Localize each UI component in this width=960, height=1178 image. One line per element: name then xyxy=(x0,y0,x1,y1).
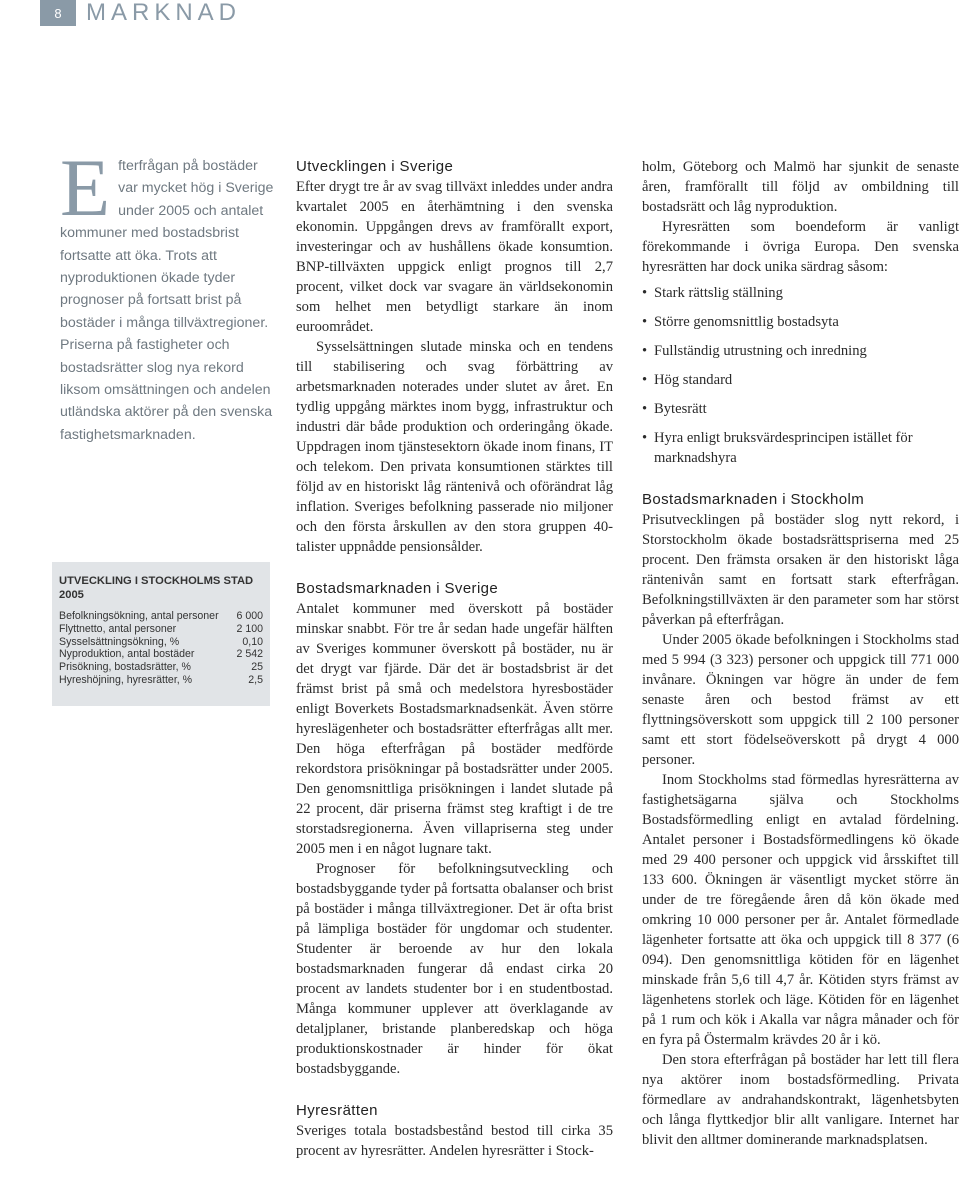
intro-text xyxy=(60,142,278,446)
paragraph: Under 2005 ökade befolkningen i Stockholms stad med 5 994 (3 323) personer och uppgick till 771 000 invånare. Ökningen var högre än under de fem senaste åren och bestod främst av ett flyttningsöverskott som uppgick till 2 100 personer samt ett stort födelseöverskott på drygt 4 000 personer. xyxy=(642,632,959,768)
list-item: • Hyra enligt bruksvärdesprincipen istället för marknadshyra xyxy=(642,428,959,468)
paragraph: holm, Göteborg och Malmö har sjunkit de senaste åren, framförallt till följd av ombildning till bostadsrätt och låg nyproduktion. xyxy=(642,159,959,215)
stat-row xyxy=(59,674,263,687)
stat-label: Flyttnetto, antal personer xyxy=(59,622,177,635)
list-item: • Stark rättslig ställning xyxy=(642,283,959,303)
stat-value: 25 xyxy=(251,661,263,674)
stats-box xyxy=(52,562,270,706)
list-item: • Större genomsnittlig bostadsyta xyxy=(642,312,959,332)
stat-value: 2 100 xyxy=(236,622,263,635)
section-title: MARKNAD xyxy=(86,0,242,26)
stat-row xyxy=(59,648,263,661)
stat-label: Nyproduktion, antal bostäder xyxy=(59,648,195,661)
stat-label: Hyreshöjning, hyresrätter, % xyxy=(59,673,193,686)
page-number: 8 xyxy=(40,0,76,26)
stat-row xyxy=(59,661,263,674)
stat-row xyxy=(59,623,263,636)
heading-utvecklingen-i-sverige: Utvecklingen i Sverige xyxy=(296,158,454,175)
stats-box-title: UTVECKLING I STOCKHOLMS STAD 2005 xyxy=(59,575,254,601)
paragraph: Sveriges totala bostadsbestånd bestod till cirka 35 procent av hyresrätter. Andelen hyresrätter i Stock- xyxy=(296,1123,613,1159)
paragraph: Antalet kommuner med överskott på bostäder minskar snabbt. För tre år sedan hade ungefär hälften av Sveriges kommuner överskott på bostäder, nu är det drygt var fjärde. Där det är bostadsbrist är det främst brist på små och medelstora hyresbostäder enligt Boverkets Bostadsmarknadsenkät. Även större hyreslägenheter och bostadsrätter efterfrågas allt mer. Den höga efterfrågan på bostäder medförde rekordstora prisökningar på bostadsrätter under 2005. Den genomsnittliga prisökningen i landet slutade på 22 procent, där priserna främst steg kraftigt i de tre storstadsregionerna. Även villapriserna steg under 2005 men i en något lugnare takt. xyxy=(296,601,613,857)
column-middle xyxy=(296,157,613,1161)
paragraph: Efter drygt tre år av svag tillväxt inleddes under andra kvartalet 2005 en återhämtning i den svenska ekonomin. Uppgången drevs av framförallt export, investeringar och av hushållens ökade konsumtion. BNP-tillväxten uppgick enligt prognos till 2,7 procent, vilket dock var svagare än världsekonomin som helhet men betydligt starkare än inom euroområdet. xyxy=(296,179,613,335)
paragraph: Sysselsättningen slutade minska och en tendens till stabilisering och svag förbättring av arbetsmarknaden noterades under slutet av året. En tydlig uppgång märktes inom bygg, infrastruktur och industri där både produktion och orderingång ökade. Uppdragen inom tjänstesektorn ökade inom finans, IT och telekom. Den privata konsumtionen stärktes till följd av en historiskt låg räntenivå och oförändrat låg inflation. Sveriges befolkning passerade nio miljoner och den första årskullen av den stora gruppen 40-talister uppnådde pensionsålder. xyxy=(296,339,613,555)
stat-label: Sysselsättningsökning, % xyxy=(59,635,180,648)
feature-list xyxy=(642,283,959,468)
stat-row xyxy=(59,610,263,623)
list-item: • Hög standard xyxy=(642,370,959,390)
list-item: • Fullständig utrustning och inredning xyxy=(642,341,959,361)
stat-value: 2,5 xyxy=(248,673,263,686)
column-right xyxy=(642,157,959,1150)
paragraph: Inom Stockholms stad förmedlas hyresrätterna av fastighetsägarna själva och Stockholms Bostadsförmedling enligt en avtalad fördelning. Antalet personer i Bostadsförmedlingens kö ökade med 29 400 personer och uppgick vid årsskiftet till 133 600. Ökningen är väsentligt mycket större än under de tre föregående åren då kön ökade med omkring 10 000 personer per år. Antalet förmedlade lägenheter fortsatte att öka och uppgick till 8 377 (6 094). Den genomsnittliga kötiden för en lägenhet minskade från 5,6 till 4,7 år. Kötiden styrs främst av lägenhetens storlek och läge. Kötiden för en lägenhet på 1 rum och kök i Akalla var några månader och för en fyra på Östermalm krävdes 20 år i kö. xyxy=(642,772,959,1048)
list-item: • Bytesrätt xyxy=(642,399,959,419)
stat-label: Befolkningsökning, antal personer xyxy=(59,610,219,622)
stat-value: 6 000 xyxy=(236,610,263,622)
heading-hyresratten: Hyresrätten xyxy=(296,1102,378,1119)
heading-bostadsmarknaden-i-stockholm: Bostadsmarknaden i Stockholm xyxy=(642,491,865,508)
stat-label: Prisökning, bostadsrätter, % xyxy=(59,661,191,674)
stat-row xyxy=(59,636,263,649)
dropcap-letter: E xyxy=(60,142,111,233)
intro-paragraph: fterfrågan på bostäder var mycket hög i Sverige under 2005 och antalet kommuner med bostadsbrist fortsatte att öka. Trots att nyproduktionen ökade tyder prognoser på fortsatt brist på bostäder i många tillväxtregioner. Priserna på fastigheter och bostadsrätter slog nya rekord liksom omsättningen och andelen utländska aktörer på den svenska fastighetsmarknaden. xyxy=(60,158,274,443)
stat-value: 0,10 xyxy=(242,635,263,648)
heading-bostadsmarknaden-i-sverige: Bostadsmarknaden i Sverige xyxy=(296,580,499,597)
paragraph: Prognoser för befolkningsutveckling och bostadsbyggande tyder på fortsatta obalanser och brist på bostäder i många tillväxtregioner. Det är ofta brist på lämpliga bostäder för ungdomar och studenter. Studenter är beroende av hur den lokala bostadsmarknaden fungerar då endast cirka 20 procent av landets studenter bor i en studentbostad. Många kommuner upplever att överklagande av detaljplaner, bristande planberedskap och höga produktionskostnader är hinder för ökat bostadsbyggande. xyxy=(296,861,613,1077)
paragraph: Hyresrätten som boendeform är vanligt förekommande i övriga Europa. Den svenska hyresrätten har dock unika särdrag såsom: xyxy=(642,219,959,275)
paragraph: Den stora efterfrågan på bostäder har lett till flera nya aktörer inom bostadsförmedling. Privata förmedlare av andrahandskontrakt, lägenhetsbyten och långa flyttkedjor blir allt vanligare. Internet har blivit den alltmer dominerande marknadsplatsen. xyxy=(642,1052,959,1148)
stat-value: 2 542 xyxy=(236,648,263,661)
paragraph: Prisutvecklingen på bostäder slog nytt rekord, i Storstockholm ökade bostadsrättspriserna med 25 procent. Den främsta orsaken är den historiskt låga räntenivån samt en fortsatt stark efterfrågan. Befolkningstillväxten är den parameter som har störst påverkan på efterfrågan. xyxy=(642,512,959,628)
